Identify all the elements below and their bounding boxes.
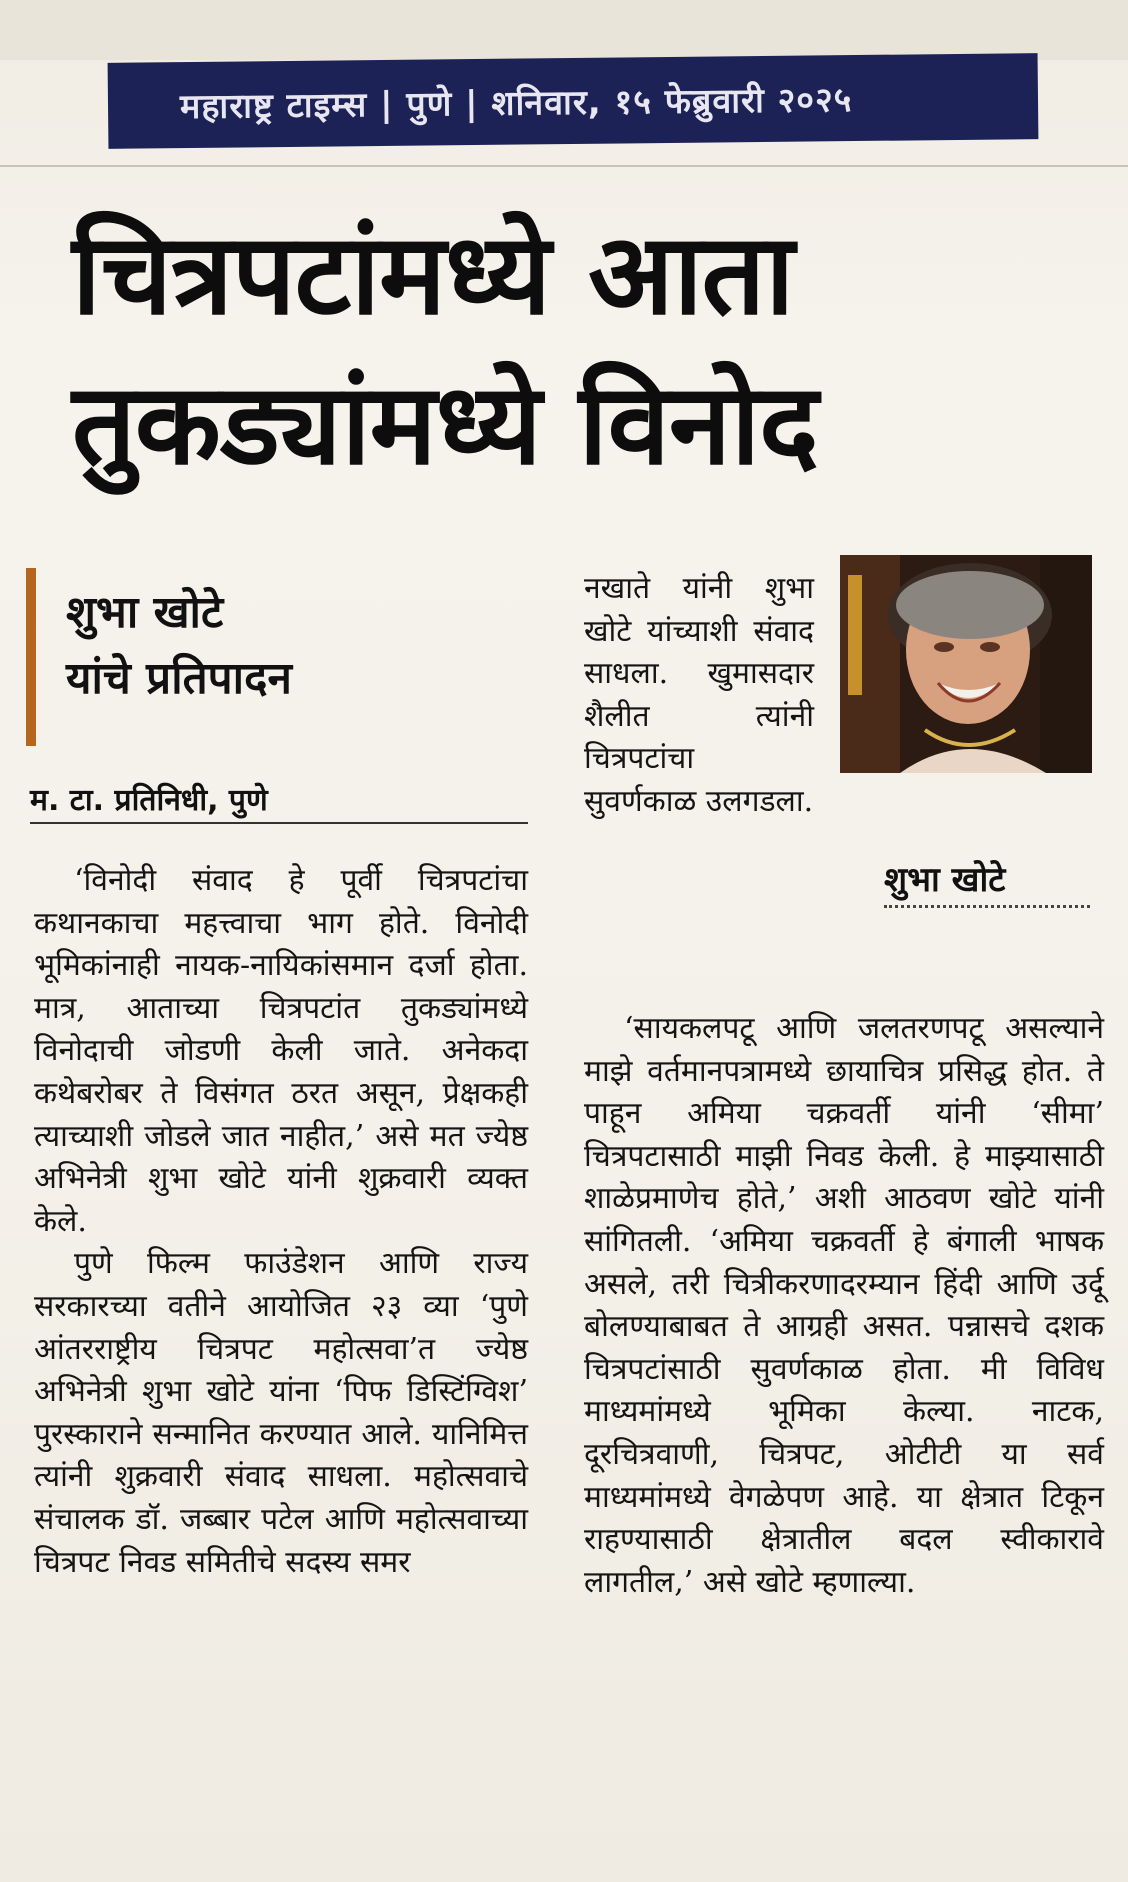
headline-line-2: तुकड्यांमध्ये विनोद: [72, 360, 818, 490]
article-column-right: [584, 1008, 1104, 1604]
article-paragraph: नखाते यांनी शुभा खोटे यांच्याशी संवाद साधला. खुमासदार शैलीत त्यांनी चित्रपटांचा सुवर्णकाळ उलगडला.: [584, 571, 814, 819]
masthead: [108, 53, 1039, 149]
article-paragraph: पुणे फिल्म फाउंडेशन आणि राज्य सरकारच्या वतीने आयोजित २३ व्या ‘पुणे आंतरराष्ट्रीय चित्रपट महोत्सवा’त ज्येष्ठ अभिनेत्री शुभा खोटे यांना ‘पिफ डिस्टिंग्विश’ पुरस्काराने सन्मानित करण्यात आले. यानिमित्त त्यांनी शुक्रवारी संवाद साधला. महोत्सवाचे संचालक डॉ. जब्बार पटेल आणि महोत्सवाच्या चित्रपट निवड समितीचे सदस्य समर: [34, 1246, 528, 1580]
photo-caption: शुभा खोटे: [884, 860, 1006, 900]
article-column-left: [34, 860, 528, 1584]
caption-rule: [884, 905, 1090, 908]
masthead-text: महाराष्ट्र टाइम्स | पुणे | शनिवार, १५ फेब्रुवारी २०२५: [179, 80, 853, 128]
subhead-accent-bar: [26, 568, 36, 746]
portrait-photo: [840, 555, 1092, 773]
headline: [72, 200, 1072, 500]
article-paragraph: ‘विनोदी संवाद हे पूर्वी चित्रपटांचा कथानकाचा महत्त्वाचा भाग होते. विनोदी भूमिकांनाही नायक-नायिकांसमान दर्जा होता. मात्र, आताच्या चित्रपटांत तुकड्यांमध्ये विनोदाची जोडणी केली जाते. अनेकदा कथेबरोबर ते विसंगत ठरत असून, प्रेक्षकही त्याच्याशी जोडले जात नाहीत,’ असे मत ज्येष्ठ अभिनेत्री शुभा खोटे यांनी शुक्रवारी व्यक्त केले.: [34, 863, 528, 1239]
fold-line: [0, 165, 1128, 167]
subhead-line-2: यांचे प्रतिपादन: [66, 653, 292, 704]
subhead: [26, 568, 526, 746]
byline: म. टा. प्रतिनिधी, पुणे: [30, 783, 268, 818]
headline-line-1: चित्रपटांमध्ये आता: [72, 210, 794, 340]
subhead-line-1: शुभा खोटे: [66, 587, 224, 638]
portrait-image: [840, 555, 1092, 773]
article-paragraph: ‘सायकलपटू आणि जलतरणपटू असल्याने माझे वर्तमानपत्रामध्ये छायाचित्र प्रसिद्ध होत. ते पाहून अमिया चक्रवर्ती यांनी ‘सीमा’ चित्रपटासाठी माझी निवड केली. हे माझ्यासाठी शाळेप्रमाणेच होते,’ अशी आठवण खोटे यांनी सांगितली. ‘अमिया चक्रवर्ती हे बंगाली भाषक असले, तरी चित्रीकरणादरम्यान हिंदी आणि उर्दू बोलण्याबाबत ते आग्रही असत. पन्नासचे दशक चित्रपटांसाठी सुवर्णकाळ होता. मी विविध माध्यमांमध्ये भूमिका केल्या. नाटक, दूरचित्रवाणी, चित्रपट, ओटीटी या सर्व माध्यमांमध्ये वेगळेपण आहे. या क्षेत्रात टिकून राहण्यासाठी क्षेत्रातील बदल स्वीकारावे लागतील,’ असे खोटे म्हणाल्या.: [584, 1011, 1104, 1600]
subhead-text: [66, 580, 292, 712]
article-column-middle: [584, 568, 814, 824]
byline-rule: [30, 822, 528, 824]
top-margin: [0, 0, 1128, 60]
